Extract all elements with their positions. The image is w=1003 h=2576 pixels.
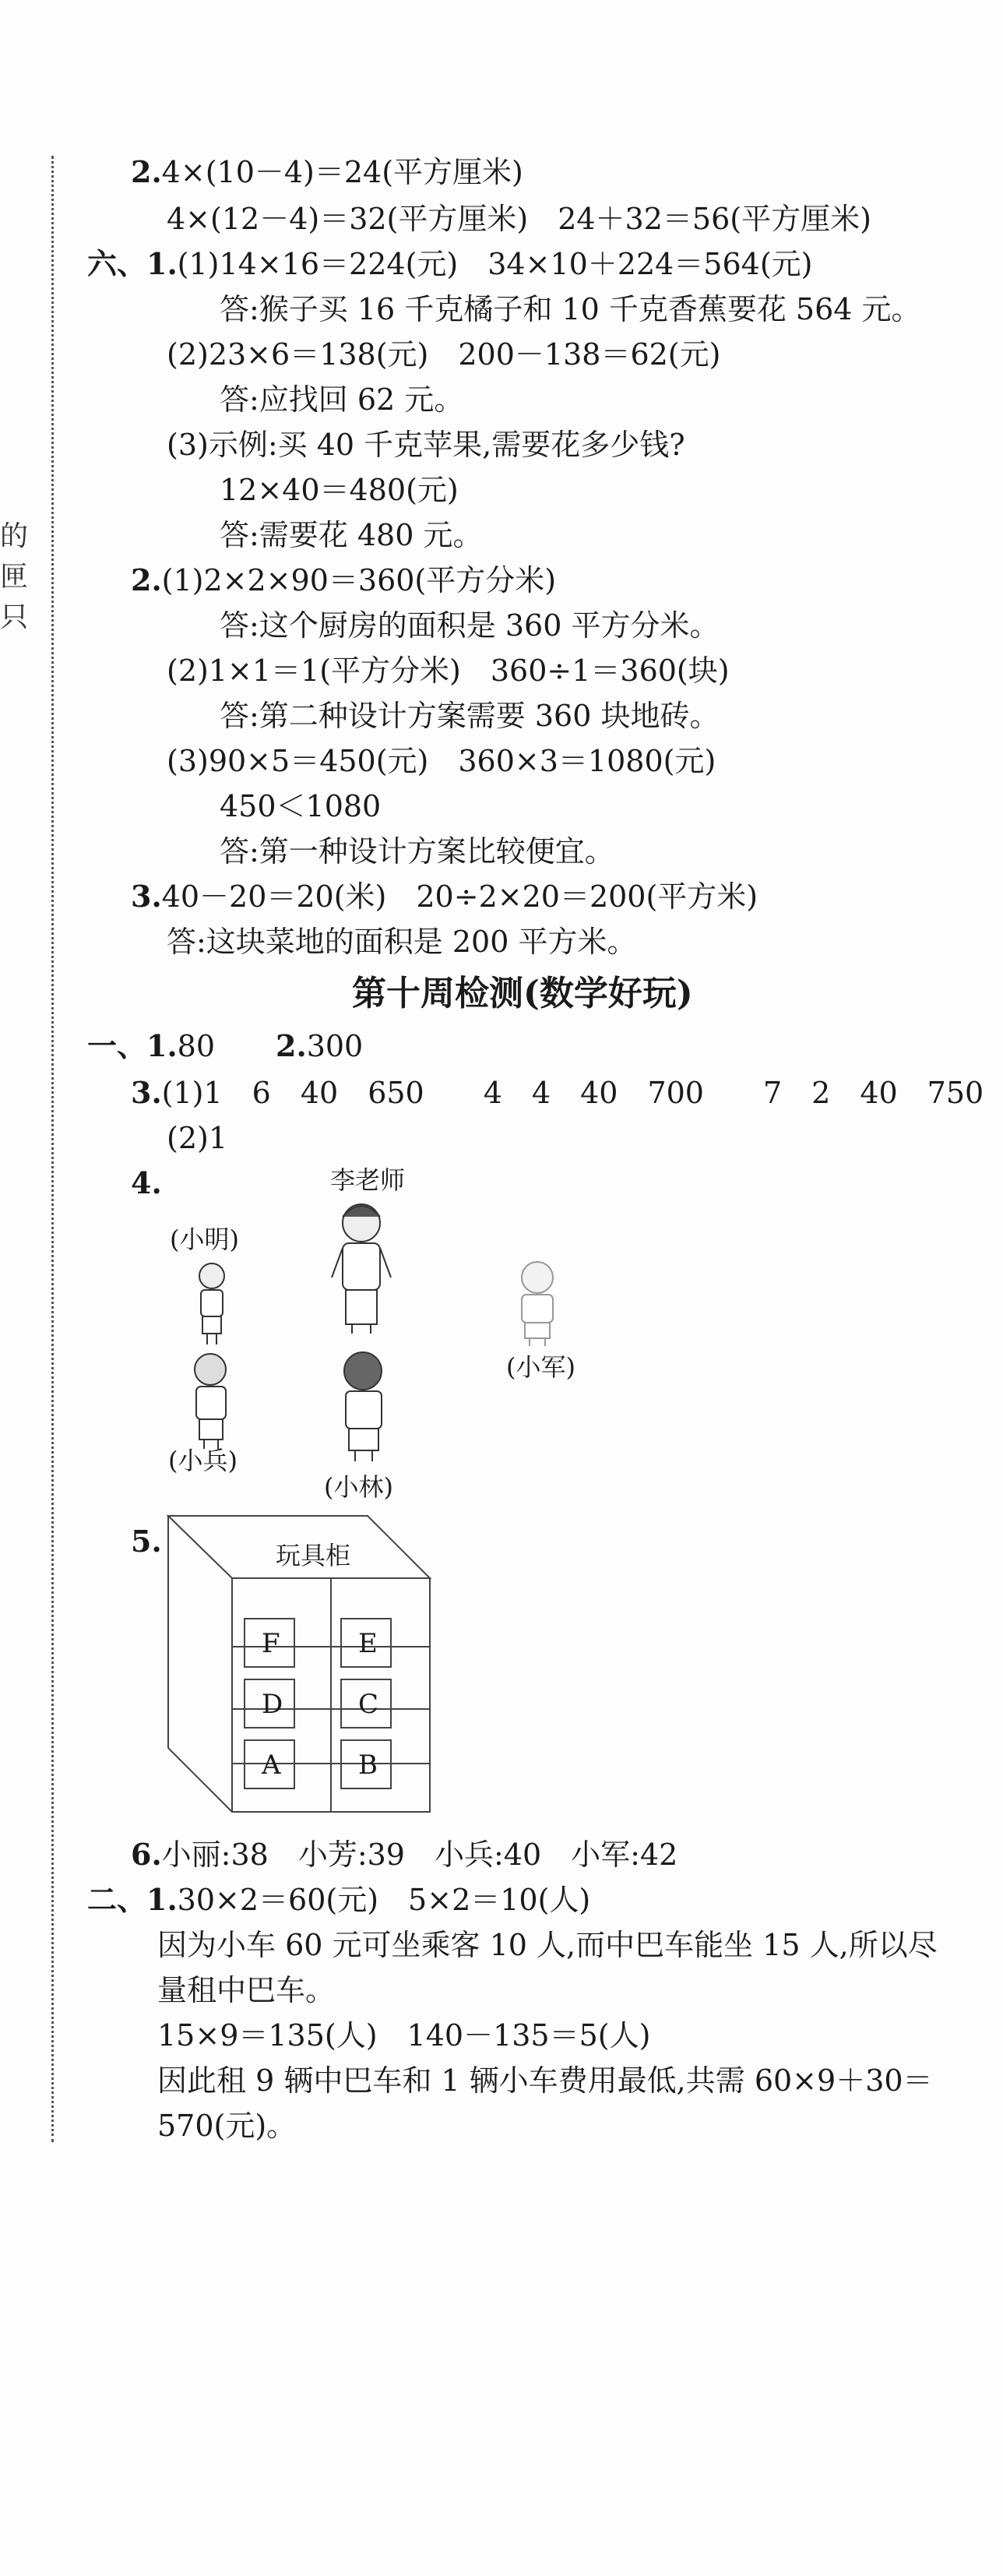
cabinet-cell-e: E (358, 1628, 378, 1659)
item-number: 5. (131, 1524, 162, 1559)
cabinet-cell-b: B (358, 1750, 378, 1781)
toy-cabinet-figure (167, 1514, 439, 1826)
answer-line: (2)1×1＝1(平方分米) 360÷1＝360(块) (167, 654, 730, 688)
xiaojun-label: (小军) (506, 1352, 575, 1382)
answer-line: (2)23×6＝138(元) 200－138＝62(元) (167, 337, 721, 372)
teacher-figure (332, 1204, 391, 1334)
answer-line: 450＜1080 (220, 789, 382, 823)
answer-text: 4×(10－4)＝24(平方厘米) (161, 155, 523, 189)
answer-line (131, 562, 557, 597)
item-number: 2. (131, 562, 162, 597)
answer-line: 答:第一种设计方案比较便宜。 (220, 834, 614, 869)
answer-line: 4×(12－4)＝32(平方厘米) 24＋32＝56(平方厘米) (167, 202, 871, 236)
answer-text: 80 (177, 1029, 216, 1063)
answer-line (87, 1028, 364, 1063)
xiaobing-figure (195, 1354, 226, 1449)
xiaoming-label: (小明) (170, 1225, 239, 1254)
answer-line: 答:应找回 62 元。 (220, 382, 464, 417)
answer-text: (1)14×16＝224(元) 34×10＋224＝564(元) (177, 247, 813, 281)
answer-line: (3)示例:买 40 千克苹果,需要花多少钱? (167, 428, 685, 462)
position-figure (156, 1161, 623, 1519)
answer-text: (1)1 6 40 650 4 4 40 700 7 2 40 750 (161, 1076, 984, 1110)
item-number: 二、1. (87, 1882, 178, 1917)
item-number: 六、1. (87, 246, 178, 281)
answer-line (131, 1075, 984, 1110)
answer-line: (2)1 (167, 1121, 228, 1155)
xiaoming-figure (199, 1263, 224, 1344)
answer-line (131, 154, 523, 189)
answer-line: 量租中巴车。 (157, 1973, 336, 2007)
answer-line: (3)90×5＝450(元) 360×3＝1080(元) (167, 744, 716, 778)
answer-line: 答:猴子买 16 千克橘子和 10 千克香蕉要花 564 元。 (220, 292, 921, 326)
xiaolin-label: (小林) (324, 1472, 393, 1502)
item-number: 一、1. (87, 1028, 178, 1063)
answer-line (131, 1837, 678, 1872)
answer-line (131, 879, 758, 914)
dotted-margin-line (51, 156, 54, 2142)
answer-line: 答:第二种设计方案需要 360 块地砖。 (220, 699, 720, 733)
section-title: 第十周检测(数学好玩) (352, 974, 693, 1013)
answer-line: 15×9＝135(人) 140－135＝5(人) (157, 2018, 651, 2053)
item-number: 4. (131, 1165, 162, 1200)
teacher-label: 李老师 (330, 1165, 406, 1195)
xiaobing-label: (小兵) (168, 1446, 238, 1475)
edge-char: 匣 (0, 561, 29, 593)
answer-text: 300 (306, 1029, 364, 1063)
answer-line: 因为小车 60 元可坐乘客 10 人,而中巴车能坐 15 人,所以尽 (157, 1928, 938, 1962)
cabinet-cell-a: A (262, 1750, 281, 1781)
item-number: 2. (131, 154, 162, 189)
edge-char: 的 (0, 520, 29, 552)
item-number: 3. (131, 879, 162, 914)
answer-text: (1)2×2×90＝360(平方分米) (161, 563, 557, 597)
item-number: 3. (131, 1075, 162, 1110)
people-drawing (156, 1161, 623, 1519)
answer-line (87, 246, 813, 281)
answer-line (87, 1882, 591, 1917)
cabinet-caption: 玩具柜 (276, 1541, 351, 1570)
cabinet-cell-d: D (262, 1689, 283, 1720)
answer-line: 答:这个厨房的面积是 360 平方分米。 (220, 608, 720, 643)
answer-line: 答:这块菜地的面积是 200 平方米。 (167, 925, 637, 959)
answer-line: 因此租 9 辆中巴车和 1 辆小车费用最低,共需 60×9＋30＝ (157, 2063, 933, 2098)
xiaolin-figure (344, 1352, 382, 1461)
edge-char: 只 (0, 601, 29, 633)
cabinet-cell-c: C (358, 1689, 379, 1720)
answer-line: 12×40＝480(元) (220, 473, 459, 507)
item-number: 2. (276, 1028, 307, 1063)
cabinet-cell-f: F (262, 1628, 280, 1659)
answer-text: 30×2＝60(元) 5×2＝10(人) (177, 1883, 591, 1917)
answer-text: 40－20＝20(米) 20÷2×20＝200(平方米) (161, 879, 758, 914)
answer-line: 答:需要花 480 元。 (220, 518, 483, 552)
answer-line: 570(元)。 (157, 2109, 297, 2143)
answer-text: 小丽:38 小芳:39 小兵:40 小军:42 (161, 1838, 678, 1872)
item-number: 6. (131, 1837, 162, 1872)
xiaojun-figure (522, 1262, 553, 1346)
